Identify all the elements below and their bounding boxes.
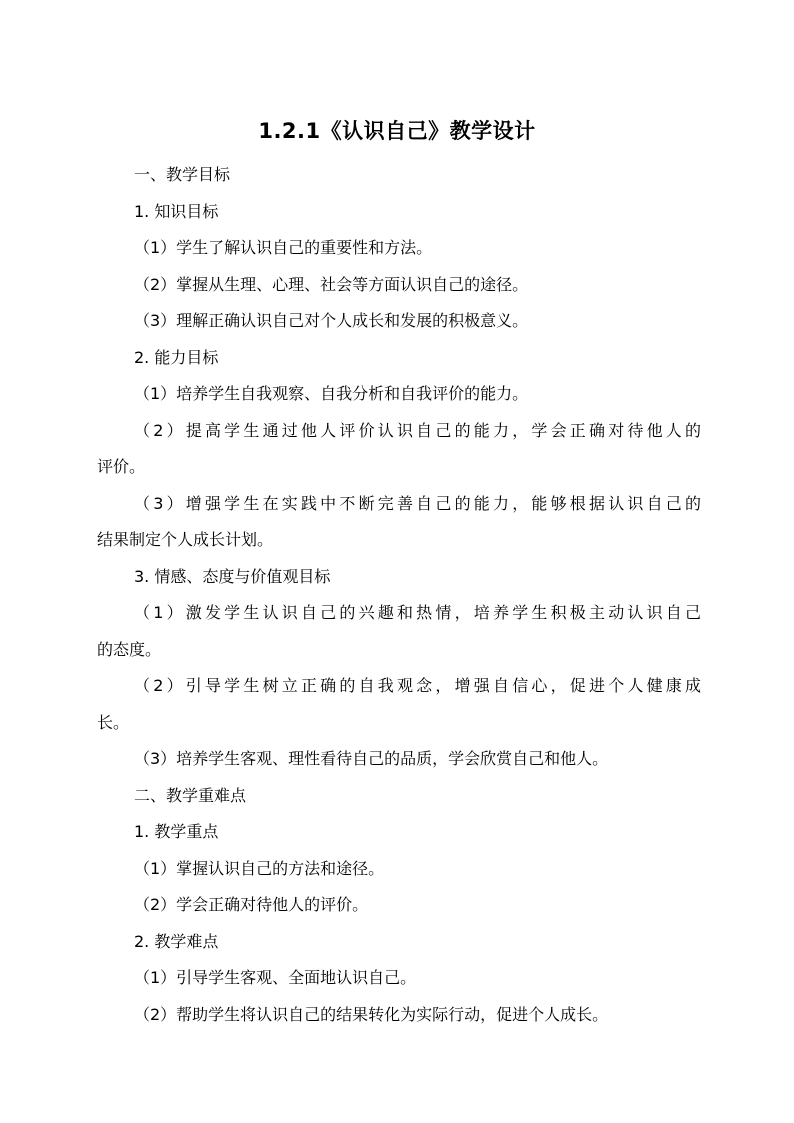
list-item: （2）掌握从生理、心理、社会等方面认识自己的途径。	[134, 274, 529, 294]
list-item: （1）掌握认识自己的方法和途径。	[134, 858, 385, 878]
document-body	[97, 157, 701, 1033]
subheading-ability: 2. 能力目标	[134, 347, 219, 367]
subheading-knowledge: 1. 知识目标	[134, 201, 219, 221]
section-heading-key-points: 二、教学重难点	[134, 785, 247, 805]
list-item: （2）帮助学生将认识自己的结果转化为实际行动，促进个人成长。	[134, 1004, 609, 1024]
subheading-emotion: 3. 情感、态度与价值观目标	[134, 566, 331, 586]
list-item: （3）增强学生在实践中不断完善自己的能力，能够根据认识自己的	[134, 493, 701, 513]
subheading-difficulty: 2. 教学难点	[134, 931, 219, 951]
list-item: （2）提高学生通过他人评价认识自己的能力，学会正确对待他人的	[134, 420, 701, 440]
list-item: （2）学会正确对待他人的评价。	[134, 895, 369, 914]
document-title: 1.2.1《认识自己》教学设计	[258, 119, 536, 143]
list-item: （1）引导学生客观、全面地认识自己。	[134, 968, 417, 987]
list-item-continuation: 长。	[97, 712, 130, 732]
list-item: （2）引导学生树立正确的自我观念，增强自信心，促进个人健康成	[134, 676, 701, 695]
section-heading-objectives: 一、教学目标	[134, 165, 231, 184]
subheading-key-focus: 1. 教学重点	[134, 822, 219, 841]
list-item: （3）培养学生客观、理性看待自己的品质，学会欣赏自己和他人。	[134, 749, 609, 768]
list-item-continuation: 的态度。	[97, 639, 162, 659]
list-item: （3）理解正确认识自己对个人成长和发展的积极意义。	[134, 311, 529, 330]
list-item: （1）学生了解认识自己的重要性和方法。	[134, 238, 433, 257]
list-item-continuation: 结果制定个人成长计划。	[97, 530, 274, 549]
list-item-continuation: 评价。	[97, 457, 146, 476]
list-item: （1）激发学生认识自己的兴趣和热情，培养学生积极主动认识自己	[134, 603, 701, 622]
list-item: （1）培养学生自我观察、自我分析和自我评价的能力。	[134, 384, 529, 403]
